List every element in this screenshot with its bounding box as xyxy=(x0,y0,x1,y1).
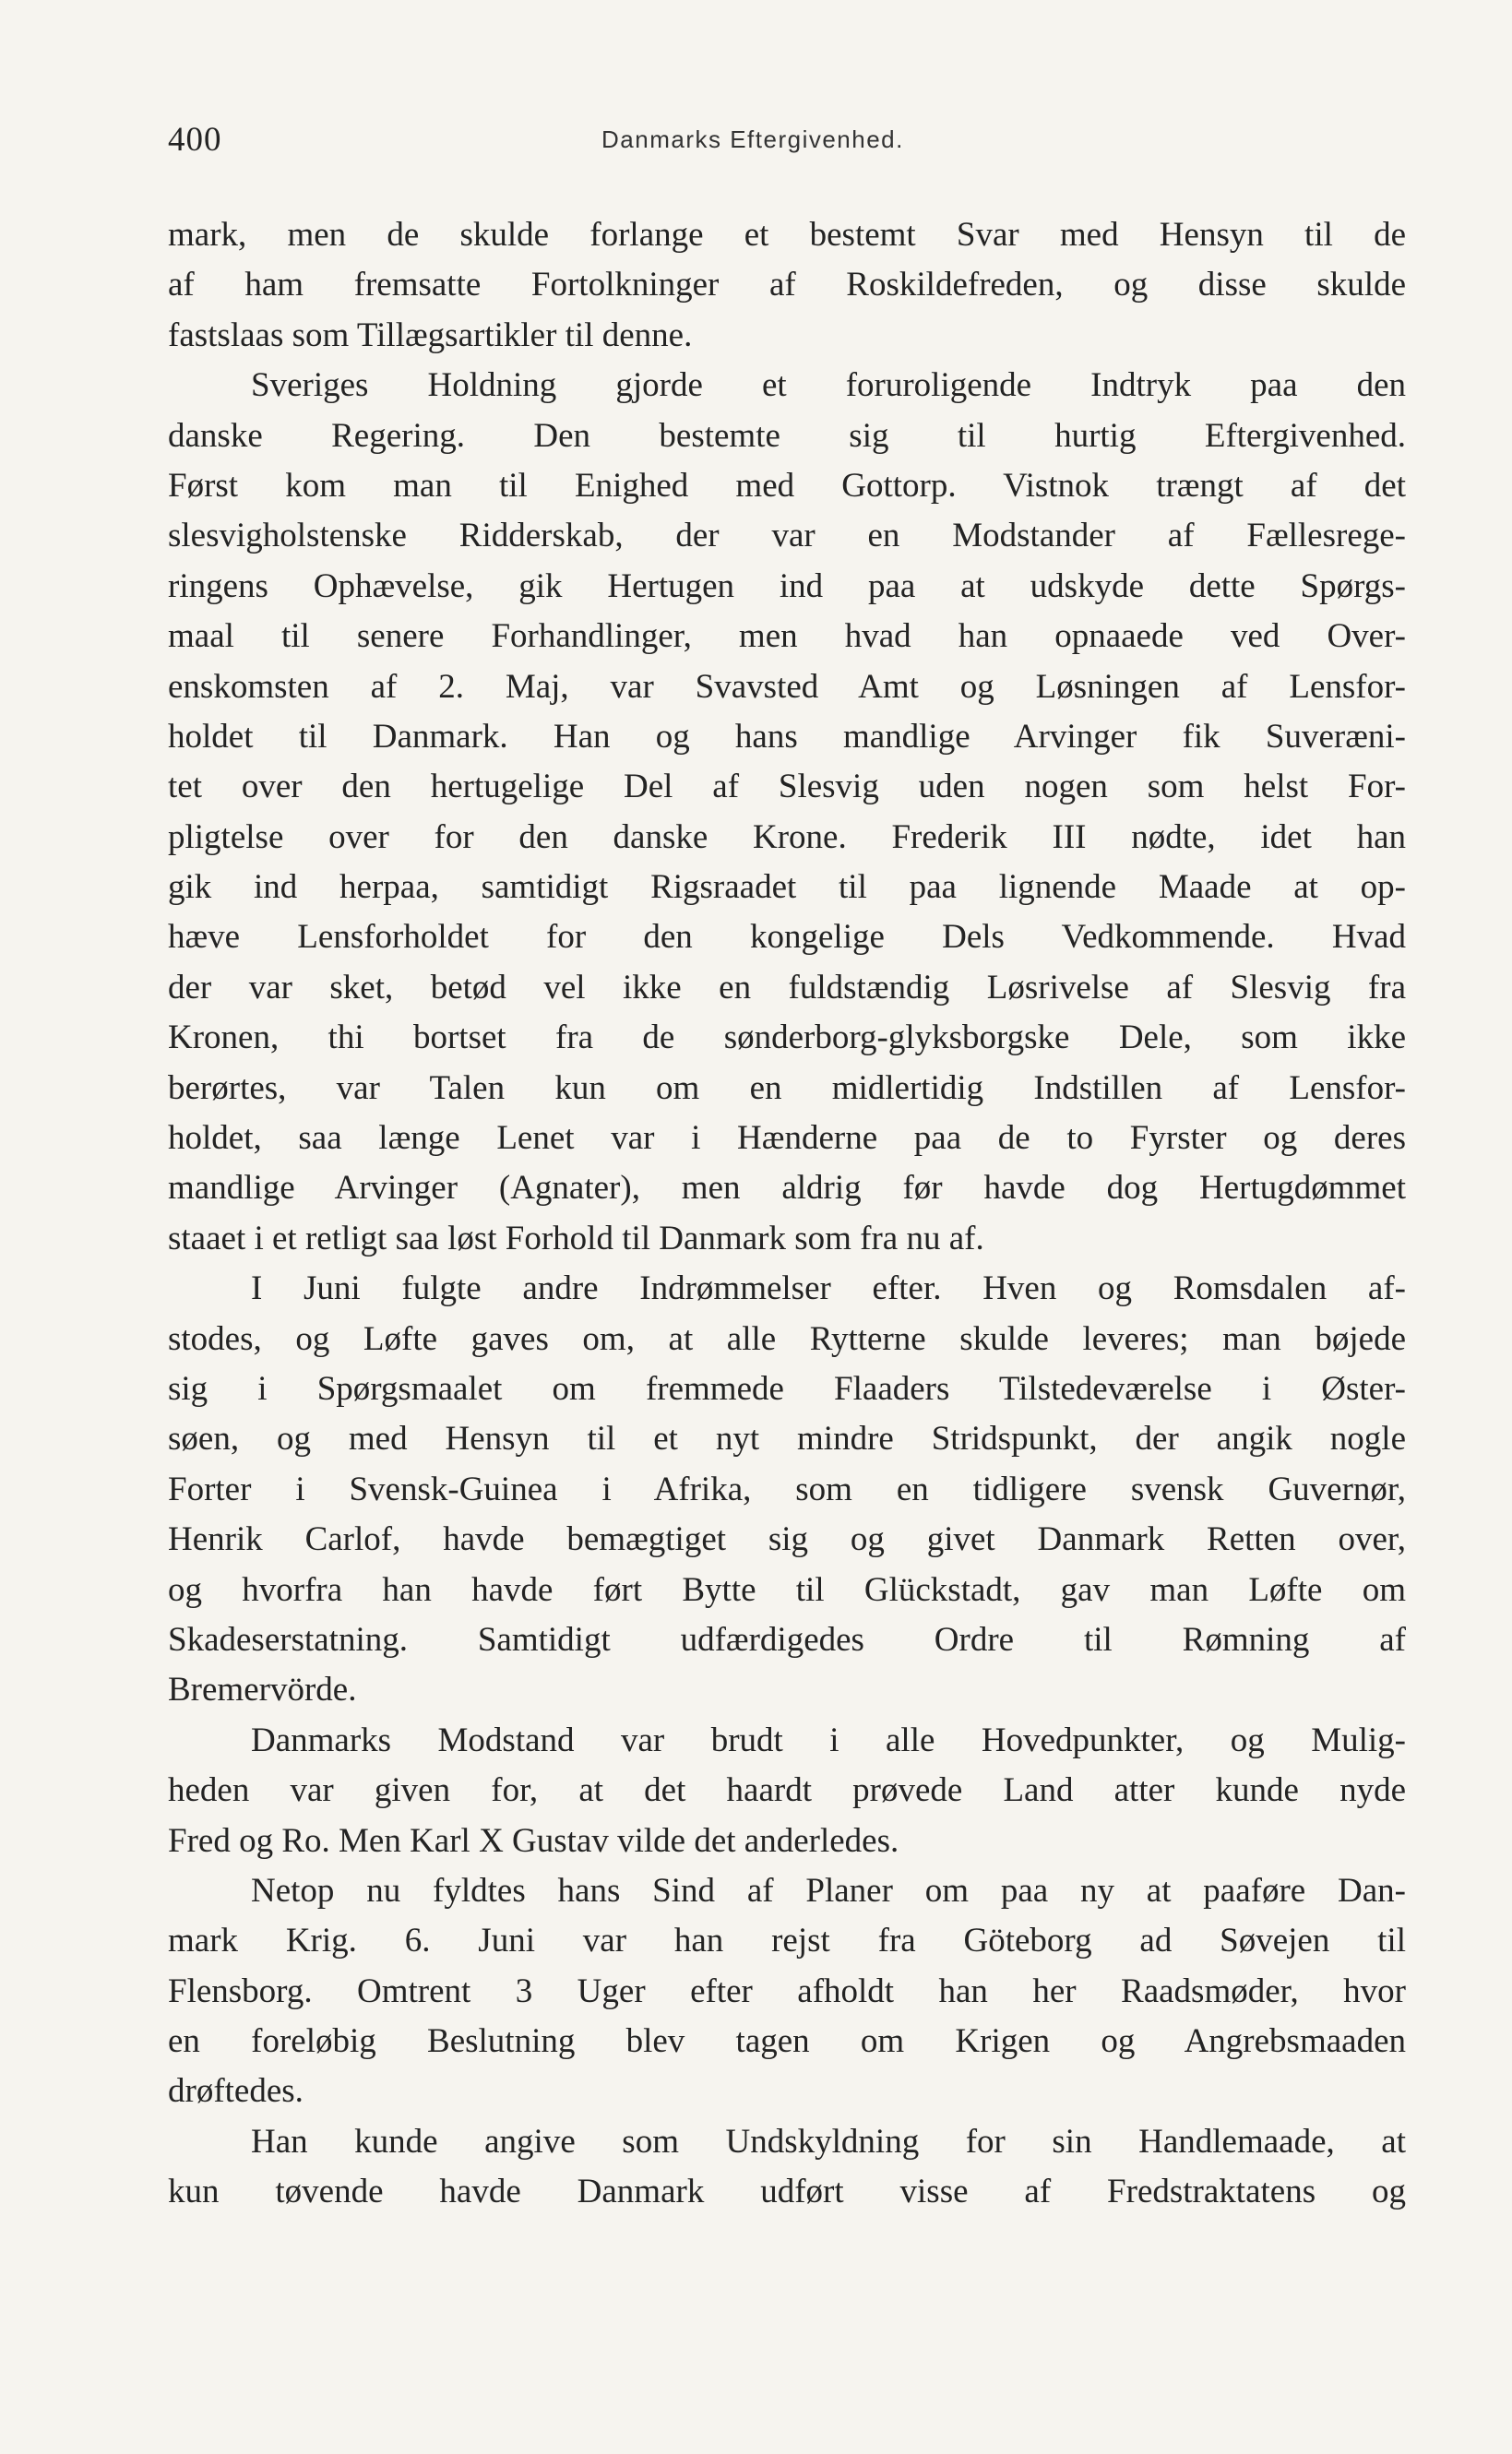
body-text xyxy=(168,210,1406,2218)
text-line: Fred og Ro. Men Karl X Gustav vilde det anderledes. xyxy=(168,1821,899,1860)
text-line: gik ind herpaa, samtidigt Rigsraadet til paa lignende Maade at op- xyxy=(168,868,1406,907)
text-line: Han kunde angive som Undskyldning for sin Handlemaade, at xyxy=(251,2122,1406,2161)
text-line: Kronen, thi bortset fra de sønderborg-glyksborgske Dele, som ikke xyxy=(168,1019,1406,1057)
text-line: berørtes, var Talen kun om en midlertidig Indstillen af Lensfor- xyxy=(168,1068,1406,1107)
text-line: I Juni fulgte andre Indrømmelser efter. Hven og Romsdalen af- xyxy=(251,1269,1406,1308)
text-line: enskomsten af 2. Maj, var Svavsted Amt og Løsningen af Lensfor- xyxy=(168,667,1406,706)
text-line: sig i Spørgsmaalet om fremmede Flaaders Tilstedeværelse i Øster- xyxy=(168,1369,1406,1408)
text-line: ringens Ophævelse, gik Hertugen ind paa at udskyde dette Spørgs- xyxy=(168,566,1406,605)
text-line: søen, og med Hensyn til et nyt mindre Stridspunkt, der angik nogle xyxy=(168,1420,1406,1459)
text-line: pligtelse over for den danske Krone. Frederik III nødte, idet han xyxy=(168,817,1406,856)
page-number: 400 xyxy=(168,121,222,159)
text-line: Netop nu fyldtes hans Sind af Planer om paa ny at paaføre Dan- xyxy=(251,1871,1406,1910)
text-line: Danmarks Modstand var brudt i alle Hovedpunkter, og Mulig- xyxy=(251,1721,1406,1759)
text-line: holdet til Danmark. Han og hans mandlige Arvinger fik Suveræni- xyxy=(168,717,1406,756)
text-line: tet over den hertugelige Del af Slesvig uden nogen som helst For- xyxy=(168,768,1406,806)
text-line: danske Regering. Den bestemte sig til hurtig Eftergivenhed. xyxy=(168,416,1406,455)
text-line: og hvorfra han havde ført Bytte til Glückstadt, gav man Løfte om xyxy=(168,1570,1406,1609)
text-line: maal til senere Forhandlinger, men hvad han opnaaede ved Over- xyxy=(168,617,1406,656)
text-line: staaet i et retligt saa løst Forhold til Danmark som fra nu af. xyxy=(168,1219,984,1257)
text-line: Skadeserstatning. Samtidigt udfærdigedes Ordre til Rømning af xyxy=(168,1620,1406,1659)
text-line: en foreløbig Beslutning blev tagen om Krigen og Angrebsmaaden xyxy=(168,2022,1406,2061)
running-title: Danmarks Eftergivenhed. xyxy=(601,125,904,153)
text-line: kun tøvende havde Danmark udført visse af Fredstraktatens og xyxy=(168,2173,1406,2211)
text-line: der var sket, betød vel ikke en fuldstændig Løsrivelse af Slesvig fra xyxy=(168,968,1406,1007)
text-line: Forter i Svensk-Guinea i Afrika, som en tidligere svensk Guvernør, xyxy=(168,1470,1406,1508)
text-line: fastslaas som Tillægsartikler til denne. xyxy=(168,316,693,354)
text-line: Bremervörde. xyxy=(168,1671,357,1709)
text-line: mark Krig. 6. Juni var han rejst fra Göteborg ad Søvejen til xyxy=(168,1922,1406,1960)
running-head xyxy=(168,111,1406,166)
text-line: stodes, og Løfte gaves om, at alle Rytterne skulde leveres; man bøjede xyxy=(168,1319,1406,1358)
text-line: af ham fremsatte Fortolkninger af Roskildefreden, og disse skulde xyxy=(168,266,1406,304)
book-page xyxy=(168,111,1406,2211)
text-line: Flensborg. Omtrent 3 Uger efter afholdt han her Raadsmøder, hvor xyxy=(168,1972,1406,2010)
text-line: mandlige Arvinger (Agnater), men aldrig før havde dog Hertugdømmet xyxy=(168,1169,1406,1208)
text-line: drøftedes. xyxy=(168,2072,304,2111)
text-line: mark, men de skulde forlange et bestemt Svar med Hensyn til de xyxy=(168,216,1406,254)
text-line: holdet, saa længe Lenet var i Hænderne paa de to Fyrster og deres xyxy=(168,1119,1406,1158)
text-line: slesvigholstenske Ridderskab, der var en Modstander af Fællesrege- xyxy=(168,517,1406,555)
text-line: Først kom man til Enighed med Gottorp. Vistnok trængt af det xyxy=(168,466,1406,505)
text-line: heden var given for, at det haardt prøvede Land atter kunde nyde xyxy=(168,1771,1406,1810)
text-line: hæve Lensforholdet for den kongelige Dels Vedkommende. Hvad xyxy=(168,918,1406,957)
text-line: Henrik Carlof, havde bemægtiget sig og givet Danmark Retten over, xyxy=(168,1520,1406,1559)
text-line: Sveriges Holdning gjorde et foruroligende Indtryk paa den xyxy=(251,366,1406,405)
